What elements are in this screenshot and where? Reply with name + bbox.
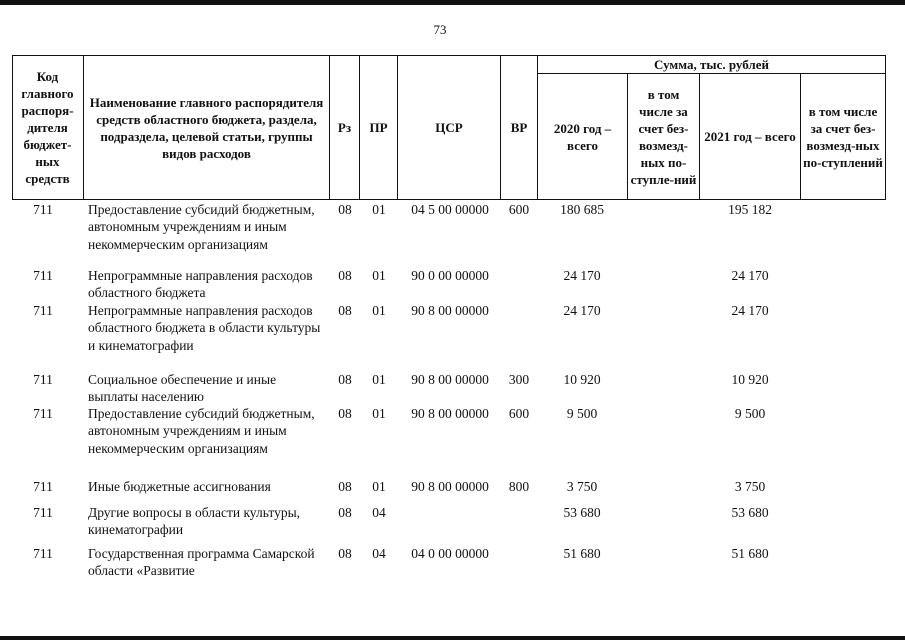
cell-vr: 600	[508, 202, 530, 217]
cell-2020-total: 9 500	[566, 406, 598, 421]
cell-2020-total: 24 170	[563, 268, 601, 283]
cell-2020-total: 3 750	[566, 479, 598, 494]
cell-vr: 300	[508, 372, 530, 387]
cell-2020-total: 180 685	[560, 202, 604, 217]
cell-pr: 01	[372, 202, 386, 217]
top-border	[0, 0, 905, 5]
cell-pr: 01	[372, 479, 386, 494]
cell-rz: 08	[338, 303, 352, 318]
cell-pr: 04	[372, 546, 386, 561]
cell-code: 711	[33, 505, 53, 520]
cell-name: Иные бюджетные ассигнования	[88, 479, 271, 494]
header-rz: Рз	[337, 120, 352, 135]
cell-rz: 08	[338, 268, 352, 283]
cell-name: Государственная программа Самарской области «Развитие	[88, 546, 315, 579]
cell-2021-total: 24 170	[731, 268, 769, 283]
cell-name: Социальное обеспечение и иные выплаты населению	[88, 372, 277, 405]
cell-csr: 90 8 00 00000	[411, 406, 489, 421]
cell-rz: 08	[338, 546, 352, 561]
cell-name: Предоставление субсидий бюджетным, автономным учреждениям и иным некоммерческим организациям	[88, 406, 315, 456]
cell-2021-total: 195 182	[728, 202, 772, 217]
cell-2020-total: 53 680	[563, 505, 601, 520]
cell-csr: 04 0 00 00000	[411, 546, 489, 561]
cell-code: 711	[33, 268, 53, 283]
header-2021-total: 2021 год – всего	[704, 129, 796, 144]
cell-vr: 800	[508, 479, 530, 494]
cell-csr: 04 5 00 00000	[411, 202, 489, 217]
cell-pr: 01	[372, 303, 386, 318]
header-name: Наименование главного распорядителя средств областного бюджета, раздела, подраздела, целевой статьи, группы видов расходов	[89, 94, 324, 161]
cell-name: Другие вопросы в области культуры, кинематографии	[88, 505, 301, 538]
cell-2021-total: 3 750	[734, 479, 766, 494]
cell-code: 711	[33, 372, 53, 387]
page-number: 73	[433, 22, 447, 37]
cell-csr: 90 8 00 00000	[411, 372, 489, 387]
cell-pr: 01	[372, 372, 386, 387]
header-sum: Сумма, тыс. рублей	[654, 57, 769, 72]
cell-2020-total: 24 170	[563, 303, 601, 318]
header-2020-total: 2020 год – всего	[553, 120, 612, 153]
cell-rz: 08	[338, 372, 352, 387]
cell-2021-total: 9 500	[734, 406, 766, 421]
header-code: Код главного распоря-дителя бюджет-ных средств	[21, 69, 74, 186]
cell-code: 711	[33, 202, 53, 217]
cell-pr: 04	[372, 505, 386, 520]
cell-csr: 90 8 00 00000	[411, 479, 489, 494]
header-bottom-line	[12, 199, 885, 200]
header-pr: ПР	[369, 120, 388, 135]
cell-vr: 600	[508, 406, 530, 421]
header-vr: ВР	[510, 120, 528, 135]
cell-2021-total: 10 920	[731, 372, 769, 387]
cell-code: 711	[33, 546, 53, 561]
cell-rz: 08	[338, 505, 352, 520]
cell-code: 711	[33, 479, 53, 494]
cell-csr: 90 0 00 00000	[411, 268, 489, 283]
cell-rz: 08	[338, 406, 352, 421]
cell-2020-total: 10 920	[563, 372, 601, 387]
cell-2020-total: 51 680	[563, 546, 601, 561]
cell-rz: 08	[338, 479, 352, 494]
cell-pr: 01	[372, 268, 386, 283]
cell-code: 711	[33, 303, 53, 318]
header-2021-free: в том числе за счет без-возмезд-ных по-ступлений	[803, 103, 883, 170]
header-2020-free: в том числе за счет без-возмезд-ных по-ступле-ний	[630, 86, 697, 187]
cell-name: Непрограммные направления расходов областного бюджета в области культуры и кинематографии	[88, 303, 321, 353]
cell-pr: 01	[372, 406, 386, 421]
cell-name: Предоставление субсидий бюджетным, автономным учреждениям и иным некоммерческим организациям	[88, 202, 315, 252]
cell-code: 711	[33, 406, 53, 421]
header-csr: ЦСР	[435, 120, 463, 135]
cell-2021-total: 24 170	[731, 303, 769, 318]
cell-2021-total: 53 680	[731, 505, 769, 520]
cell-2021-total: 51 680	[731, 546, 769, 561]
cell-name: Непрограммные направления расходов областного бюджета	[88, 268, 313, 301]
col-divider	[885, 55, 886, 200]
cell-rz: 08	[338, 202, 352, 217]
cell-csr: 90 8 00 00000	[411, 303, 489, 318]
bottom-border	[0, 636, 905, 640]
